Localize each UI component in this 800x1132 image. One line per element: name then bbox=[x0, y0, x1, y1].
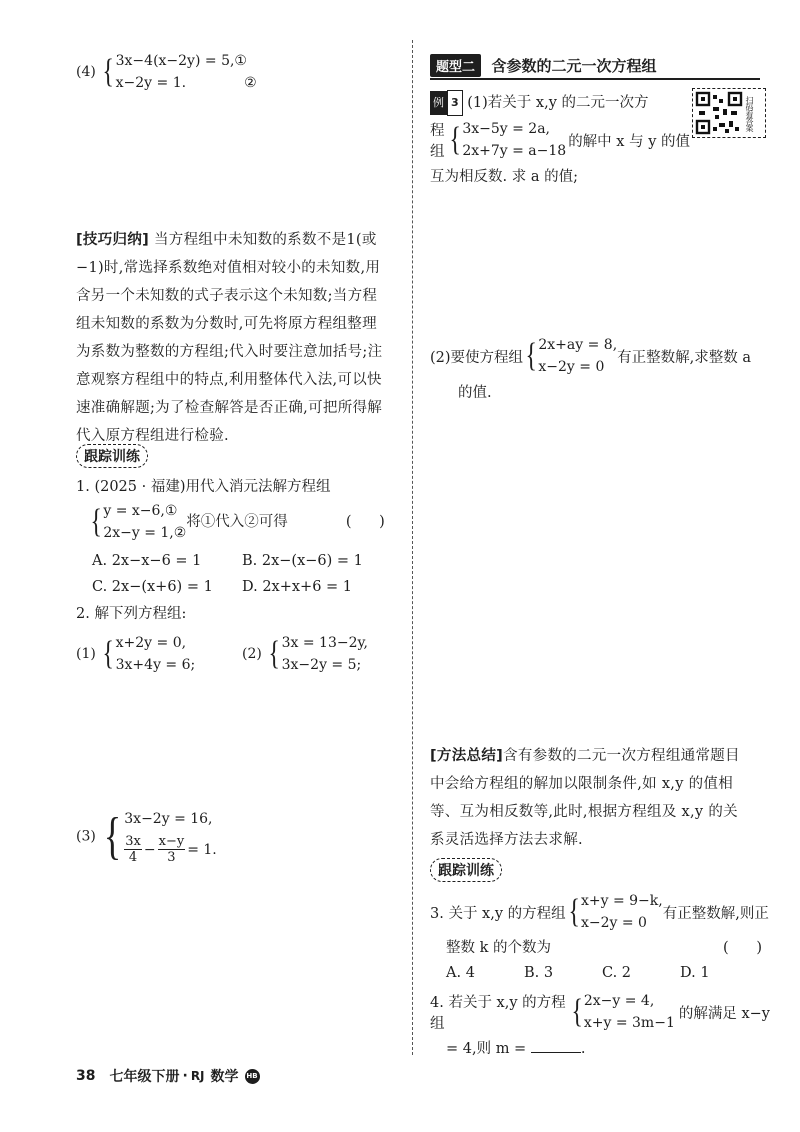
q3-eq2: x−2y = 0 bbox=[580, 915, 647, 931]
q4-system bbox=[100, 50, 256, 94]
tip-paragraph bbox=[76, 226, 406, 450]
section-title: 含参数的二元一次方程组 bbox=[491, 57, 657, 75]
q1-option-c: C. 2x−(x+6) = 1 bbox=[92, 579, 213, 595]
tip-line-6: 意观察方程组中的特点,利用整体代入法,可以快 bbox=[76, 372, 382, 388]
tip-line-1: 当方程组中未知数的系数不是1(或 bbox=[153, 232, 377, 248]
footer-edition: RJ bbox=[190, 1069, 205, 1083]
method-line-2: 中会给方程组的解加以限制条件,如 x,y 的值相 bbox=[430, 776, 734, 792]
q3-option-d: D. 1 bbox=[680, 965, 710, 981]
q4-label: (4) bbox=[76, 64, 96, 80]
ex3-post: 的解中 x 与 y 的值 bbox=[568, 133, 690, 150]
q1-eq1: y = x−6,① bbox=[103, 503, 178, 519]
left-q4 bbox=[76, 50, 257, 94]
q2-stem: 2. 解下列方程组: bbox=[76, 606, 187, 622]
q4r-eq2: x+y = 3m−1 bbox=[583, 1015, 675, 1031]
q4-right bbox=[430, 990, 770, 1064]
q3-line2: 整数 k 的个数为 bbox=[446, 940, 552, 956]
brace: { bbox=[570, 993, 583, 1030]
tip-line-8: 代入原方程组进行检验. bbox=[76, 428, 229, 444]
q1-answer-paren: ( ) bbox=[345, 514, 385, 530]
qr-side-text: 扫码看答案 bbox=[745, 95, 754, 131]
qr-box[interactable] bbox=[692, 88, 766, 138]
page-number: 38 bbox=[76, 1068, 96, 1084]
q2-p2-eq2: 3x−2y = 5; bbox=[281, 657, 362, 673]
footer-subject: 数学 bbox=[210, 1069, 239, 1085]
tip-line-2: −1)时,常选择系数绝对值相对较小的未知数,用 bbox=[76, 260, 381, 276]
q4r-post: 的解满足 x−y bbox=[678, 1005, 770, 1022]
fraction-1: $\frac{3x}{4}$ bbox=[125, 834, 141, 865]
section-header bbox=[430, 54, 760, 80]
q2-p1-eq1: x+2y = 0, bbox=[115, 635, 187, 651]
q4r-pre: 4. 若关于 x,y 的方程组 bbox=[430, 995, 566, 1032]
q2-part3 bbox=[76, 808, 217, 865]
ex3-p2-line2: 的值. bbox=[458, 385, 492, 401]
q1-option-d: D. 2x+x+6 = 1 bbox=[242, 579, 353, 595]
q4r-eq1: 2x−y = 4, bbox=[583, 993, 655, 1009]
footer-grade: 七年级下册 bbox=[109, 1069, 180, 1085]
brace: { bbox=[449, 121, 461, 158]
left-track-label: 跟踪训练 bbox=[76, 444, 148, 468]
q2-part2 bbox=[242, 632, 368, 676]
q2-part1 bbox=[76, 632, 195, 676]
brace: { bbox=[90, 503, 102, 540]
method-line-4: 系灵活选择方法去求解. bbox=[430, 832, 583, 848]
q2-p2-eq1: 3x = 13−2y, bbox=[281, 635, 369, 651]
brace: { bbox=[104, 807, 122, 865]
example-3 bbox=[430, 90, 690, 192]
q2-p3-label: (3) bbox=[76, 828, 96, 845]
example-3-part2 bbox=[430, 334, 770, 408]
footer-badge: HB bbox=[245, 1069, 260, 1084]
ex3-eq1: 3x−5y = 2a, bbox=[462, 121, 550, 137]
footer-dot: · bbox=[182, 1068, 188, 1084]
q4-eq2: x−2y = 1. ② bbox=[115, 75, 257, 91]
brace: { bbox=[568, 893, 580, 930]
right-track-label: 跟踪训练 bbox=[430, 858, 502, 882]
q4r-line2: = 4,则 m = bbox=[446, 1041, 527, 1057]
brace: { bbox=[525, 337, 537, 374]
brace: { bbox=[268, 635, 281, 672]
q3-answer-paren: ( ) bbox=[723, 940, 762, 956]
q1-eq2: 2x−y = 1,② bbox=[103, 525, 187, 541]
q2-p1-label: (1) bbox=[76, 646, 96, 662]
q1-option-a: A. 2x−x−6 = 1 bbox=[92, 553, 202, 569]
q1 bbox=[76, 474, 406, 600]
fraction-2: $\frac{x-y}{3}$ bbox=[158, 834, 185, 865]
brace: { bbox=[102, 635, 115, 672]
q2-p3-eq2: $\frac{3x}{4}$ − $\frac{x-y}{3}$ = 1. bbox=[125, 834, 217, 865]
q4-eq1: 3x−4(x−2y) = 5,① bbox=[115, 53, 247, 69]
column-divider bbox=[412, 40, 413, 1055]
q1-stem: 1. (2025 · 福建)用代入消元法解方程组 bbox=[76, 479, 331, 495]
tip-line-4: 组未知数的系数为分数时,可先将原方程组整理 bbox=[76, 316, 377, 332]
q1-option-b: B. 2x−(x−6) = 1 bbox=[242, 553, 363, 569]
example-badge: 例 3 bbox=[430, 90, 463, 116]
ex3-line1: (1)若关于 x,y 的二元一次方 bbox=[467, 95, 649, 111]
q1-after: 将①代入②可得 bbox=[186, 514, 288, 530]
tip-title: [技巧归纳] bbox=[76, 232, 150, 248]
q3-option-a: A. 4 bbox=[446, 965, 475, 981]
ex3-p2-eq1: 2x+ay = 8, bbox=[538, 337, 618, 353]
tip-line-7: 速准确解题;为了检查解答是否正确,可把所得解 bbox=[76, 400, 383, 416]
ex3-eq2: 2x+7y = a−18 bbox=[462, 143, 567, 159]
method-line-1: 含有参数的二元一次方程组通常题目 bbox=[503, 748, 740, 764]
q3-eq1: x+y = 9−k, bbox=[580, 893, 663, 909]
answer-blank[interactable] bbox=[531, 1038, 581, 1053]
method-title: [方法总结] bbox=[430, 748, 504, 764]
ex3-p2-eq2: x−2y = 0 bbox=[538, 359, 605, 375]
q3-option-c: C. 2 bbox=[602, 965, 632, 981]
q3-option-b: B. 3 bbox=[524, 965, 554, 981]
q2-p3-eq1: 3x−2y = 16, bbox=[124, 811, 213, 827]
section-tag: 题型二 bbox=[430, 54, 481, 77]
q4r-period: . bbox=[580, 1041, 586, 1057]
method-line-3: 等、互为相反数等,此时,根据方程组及 x,y 的关 bbox=[430, 804, 738, 820]
qr-code-icon[interactable] bbox=[695, 91, 743, 135]
footer bbox=[76, 1066, 260, 1086]
tip-line-5: 为系数为整数的方程组;代入时要注意加括号;注 bbox=[76, 344, 383, 360]
ex3-p2-post: 有正整数解,求整数 a bbox=[617, 349, 752, 366]
brace: { bbox=[102, 53, 115, 90]
ex3-line3: 互为相反数. 求 a 的值; bbox=[430, 169, 578, 185]
q3-pre: 3. 关于 x,y 的方程组 bbox=[430, 905, 566, 922]
q2-p1-eq2: 3x+4y = 6; bbox=[115, 657, 196, 673]
q3-post: 有正整数解,则正 bbox=[662, 905, 769, 922]
method-paragraph bbox=[430, 742, 765, 854]
q3 bbox=[430, 890, 770, 984]
q1-system bbox=[88, 500, 186, 544]
tip-line-3: 含另一个未知数的式子表示这个未知数;当方程 bbox=[76, 288, 378, 304]
ex3-p2-pre: (2)要使方程组 bbox=[430, 349, 524, 366]
q2-p2-label: (2) bbox=[242, 646, 262, 662]
ex3-pre: 程组 bbox=[430, 123, 445, 160]
